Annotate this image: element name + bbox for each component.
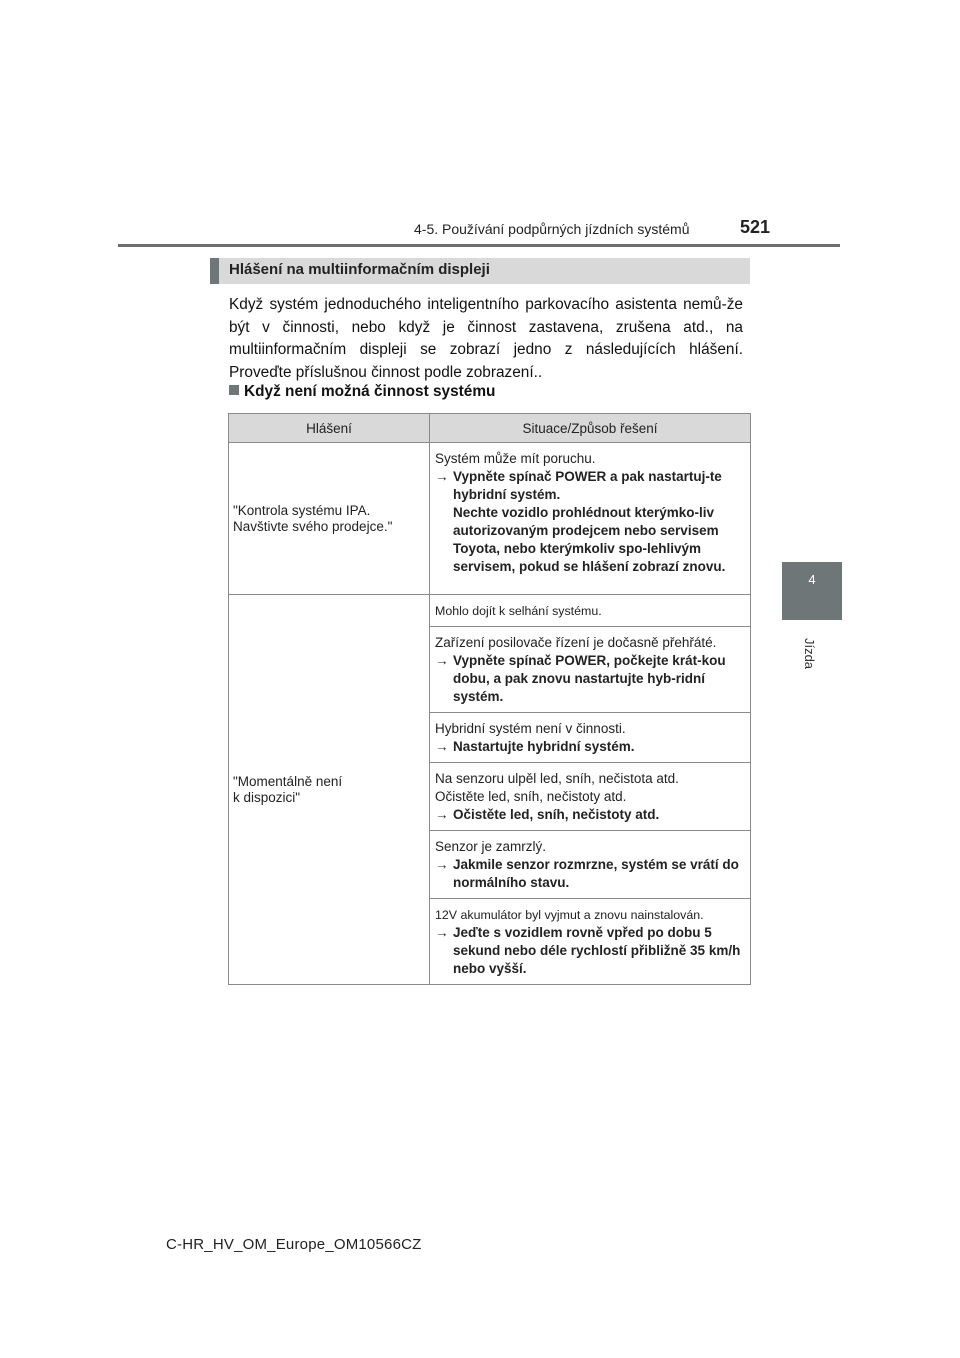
- arrow-icon: →: [435, 653, 449, 668]
- chapter-label-text: Jízda: [802, 637, 818, 670]
- message-cell: "Kontrola systému IPA. Navštivte svého prodejce.": [229, 443, 430, 595]
- situation-cell: [430, 627, 751, 713]
- header-rule: [118, 244, 840, 247]
- action-text: Vypněte spínač POWER a pak nastartuj-te hybridní systém. Nechte vozidlo prohlédnout kterýmko-liv autorizovaným prodejcem nebo servisem Toyota, nebo kterýmkoliv spo-lehlivým servisem, pokud se hlášení zobrazí znovu.: [453, 469, 726, 574]
- subheading-text: Když není možná činnost systému: [244, 383, 496, 400]
- action: [435, 468, 745, 576]
- action-text: Jeďte s vozidlem rovně vpřed po dobu 5 sekund nebo déle rychlostí přibližně 35 km/h nebo vyšší.: [453, 925, 741, 976]
- arrow-icon: →: [435, 857, 449, 872]
- messages-table: [228, 413, 751, 985]
- table-header-row: [229, 414, 751, 443]
- document-id-footer: C-HR_HV_OM_Europe_OM10566CZ: [166, 1236, 422, 1253]
- situation-text: Zařízení posilovače řízení je dočasně přehřáté.: [435, 635, 717, 650]
- subheading: [229, 383, 495, 401]
- situation-cell: [430, 595, 751, 627]
- arrow-icon: →: [435, 807, 449, 822]
- action-text: Očistěte led, sníh, nečistoty atd.: [453, 807, 660, 822]
- square-bullet-icon: [229, 385, 239, 395]
- situation-cell: [430, 443, 751, 595]
- message-cell: "Momentálně není k dispozici": [229, 595, 430, 985]
- arrow-icon: →: [435, 739, 449, 754]
- situation-cell: [430, 763, 751, 831]
- situation-text: Senzor je zamrzlý.: [435, 839, 547, 854]
- chapter-tab: [782, 562, 842, 620]
- situation-cell: [430, 831, 751, 899]
- intro-paragraph: Když systém jednoduchého inteligentního parkovacího asistenta nemů-že být v činnosti, nebo když je činnost zastavena, zrušena atd., na multiinformačním displeji se zobrazí jedno z následujících hlášení. Proveďte příslušnou činnost podle zobrazení..: [229, 296, 743, 381]
- arrow-icon: →: [435, 925, 449, 940]
- situation-text: Mohlo dojít k selhání systému.: [435, 604, 602, 618]
- situation-text: 12V akumulátor byl vyjmut a znovu nainstalován.: [435, 908, 704, 922]
- arrow-icon: →: [435, 469, 449, 484]
- situation-cell: [430, 899, 751, 985]
- table-row: [229, 443, 751, 595]
- table-row: [229, 595, 751, 627]
- column-header-situation: Situace/Způsob řešení: [430, 414, 751, 443]
- action: [435, 806, 745, 824]
- situation-text: Hybridní systém není v činnosti.: [435, 721, 626, 736]
- section-heading-bar: [210, 258, 750, 284]
- action: [435, 738, 745, 756]
- action-text: Vypněte spínač POWER, počkejte krát-kou dobu, a pak znovu nastartujte hyb-ridní systém.: [453, 653, 726, 704]
- action: [435, 924, 745, 978]
- chapter-number: 4: [808, 572, 816, 587]
- situation-cell: [430, 713, 751, 763]
- page-number: 521: [740, 217, 771, 237]
- chapter-label: [800, 628, 820, 688]
- action-text: Jakmile senzor rozmrzne, systém se vrátí do normálního stavu.: [453, 857, 739, 890]
- section-heading: Hlášení na multiinformačním displeji: [229, 261, 490, 278]
- running-header-section: 4-5. Používání podpůrných jízdních systémů: [414, 221, 690, 237]
- action: [435, 856, 745, 892]
- situation-text: Systém může mít poruchu.: [435, 451, 596, 466]
- action-text: Nastartujte hybridní systém.: [453, 739, 635, 754]
- column-header-message: Hlášení: [229, 414, 430, 443]
- action: [435, 652, 745, 706]
- situation-text: Na senzoru ulpěl led, sníh, nečistota atd. Očistěte led, sníh, nečistoty atd.: [435, 771, 679, 804]
